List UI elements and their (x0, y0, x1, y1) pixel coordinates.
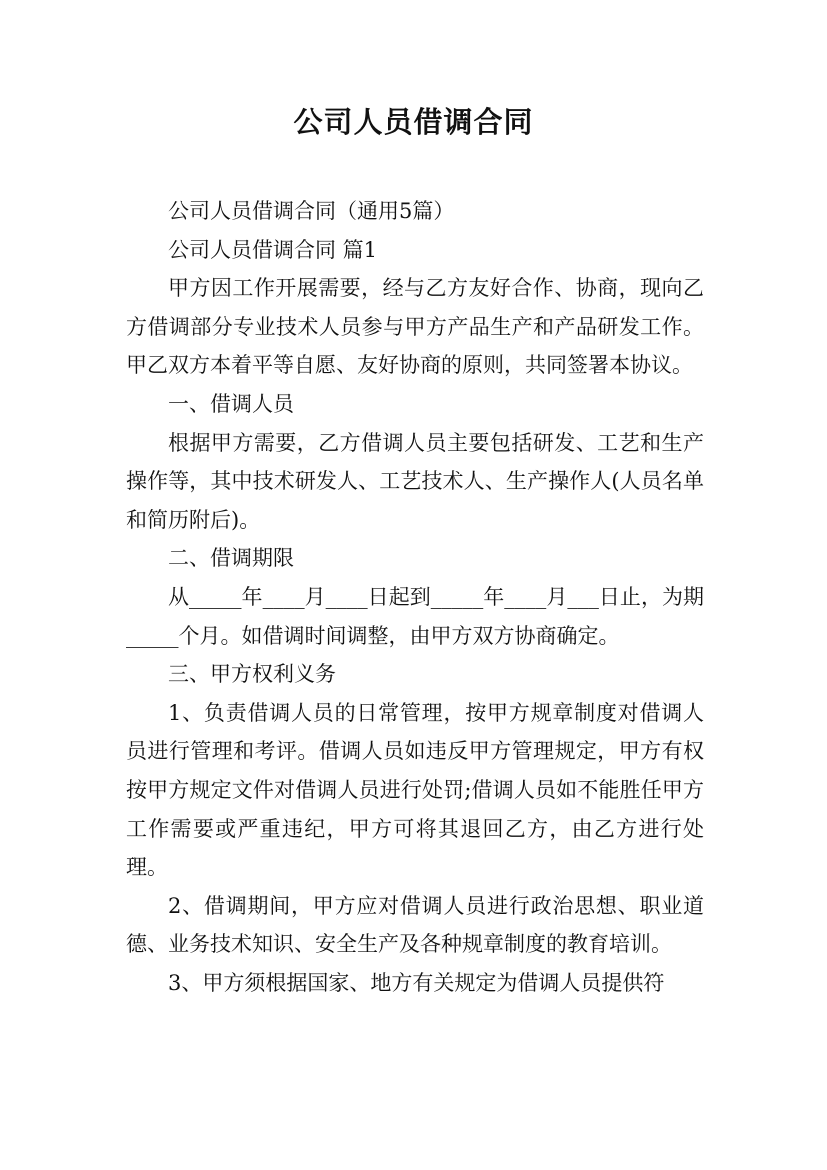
paragraph: 3、甲方须根据国家、地方有关规定为借调人员提供符 (168, 970, 665, 995)
paragraph: 从_____年____月____日起到_____年____月___日止，为期_____个月。如借调时间调整，由甲方双方协商确定。 (126, 584, 704, 648)
section-heading: 一、借调人员 (168, 391, 294, 416)
paragraph: 根据甲方需要，乙方借调人员主要包括研发、工艺和生产操作等，其中技术研发人、工艺技术人、生产操作人(人员名单和简历附后)。 (126, 430, 704, 532)
document-subtitle: 公司人员借调合同（通用5篇） (168, 199, 455, 223)
paragraph: 甲方因工作开展需要，经与乙方友好合作、协商，现向乙方借调部分专业技术人员参与甲方产品生产和产品研发工作。甲乙双方本着平等自愿、友好协商的原则，共同签署本协议。 (126, 276, 704, 378)
document-body (126, 192, 704, 1002)
paragraph: 2、借调期间，甲方应对借调人员进行政治思想、职业道德、业务技术知识、安全生产及各种规章制度的教育培训。 (126, 893, 704, 957)
section-heading: 三、甲方权利义务 (168, 662, 336, 687)
section-heading: 公司人员借调合同 篇1 (168, 237, 378, 262)
document-title: 公司人员借调合同 (293, 105, 534, 139)
paragraph: 1、负责借调人员的日常管理，按甲方规章制度对借调人员进行管理和考评。借调人员如违反甲方管理规定，甲方有权按甲方规定文件对借调人员进行处罚;借调人员如不能胜任甲方工作需要或严重违纪，甲方可将其退回乙方，由乙方进行处理。 (126, 700, 704, 880)
section-heading: 二、借调期限 (168, 546, 294, 571)
